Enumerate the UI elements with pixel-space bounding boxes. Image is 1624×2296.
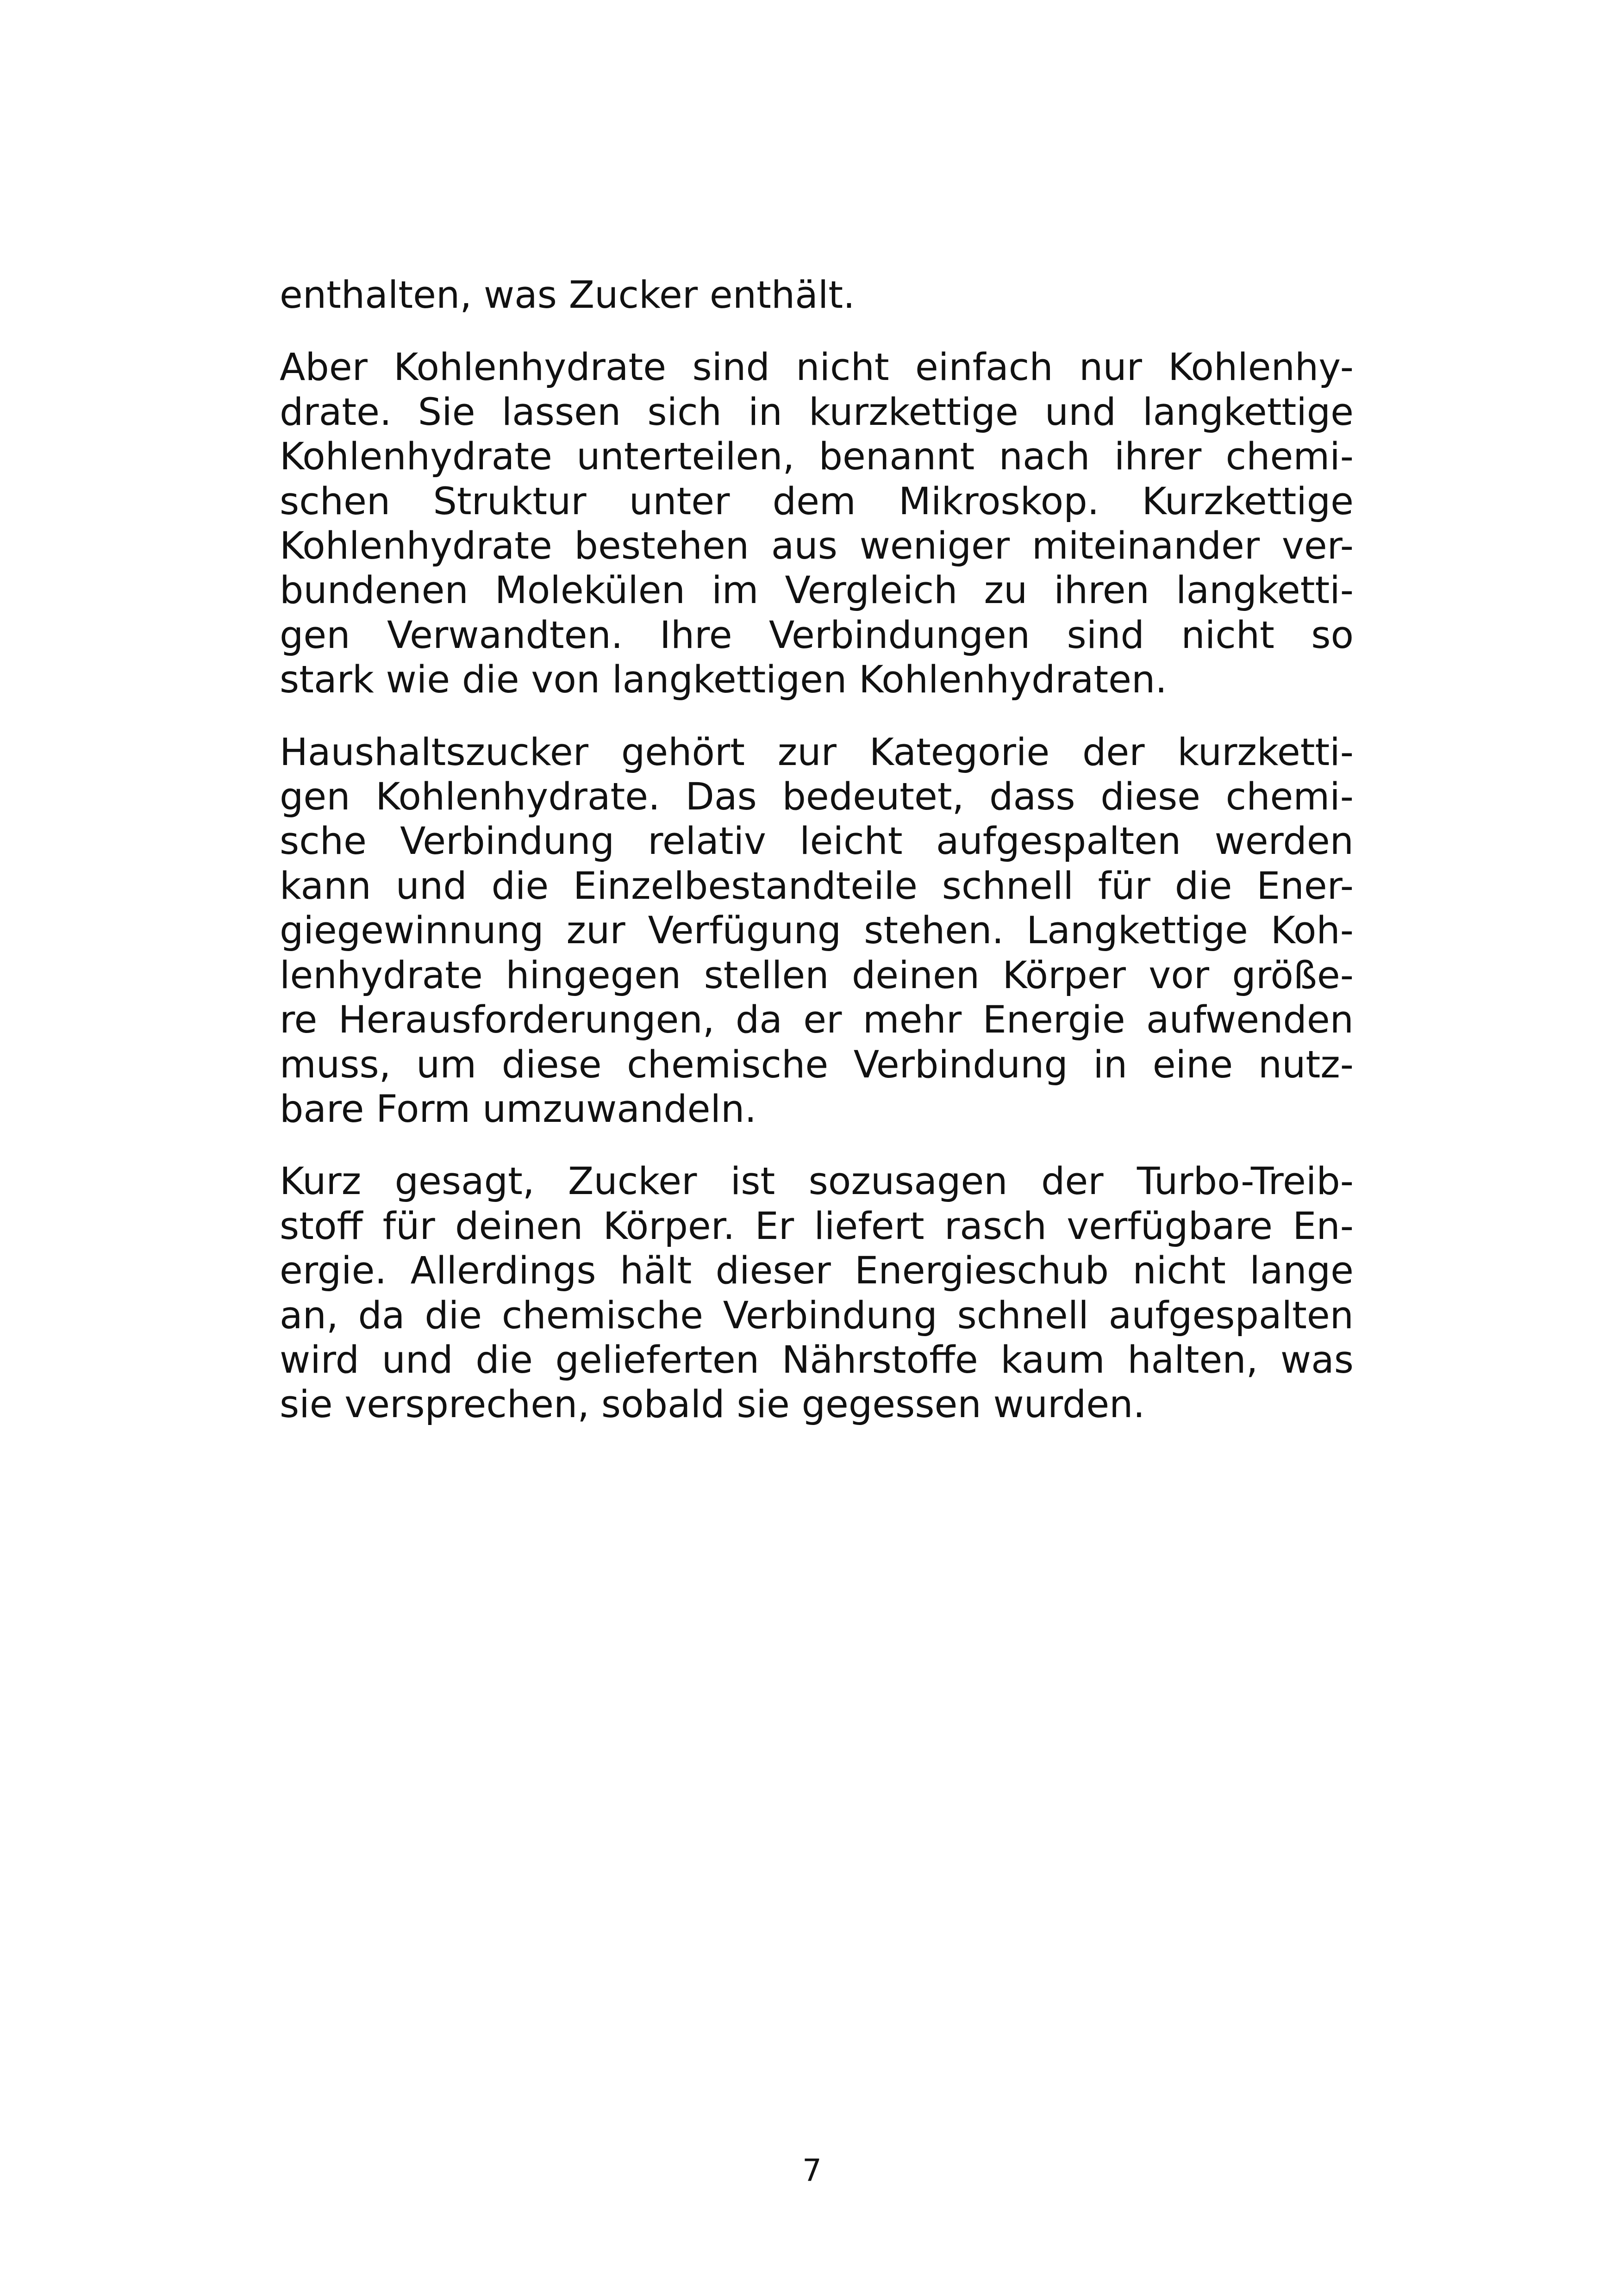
text-line: lenhydrate hingegen stellen deinen Körper vor größe- [280, 953, 1354, 997]
text-line: stark wie die von langkettigen Kohlenhydraten. [280, 658, 1168, 702]
text-line: re Herausforderungen, da er mehr Energie aufwenden [280, 998, 1354, 1042]
text-line: enthalten, was Zucker enthält. [280, 274, 855, 317]
paragraph-2 [280, 345, 1354, 702]
text-line: Kohlenhydrate unterteilen, benannt nach ihrer chemi- [280, 435, 1354, 479]
text-line: bundenen Molekülen im Vergleich zu ihren langketti- [280, 569, 1354, 613]
text-line: gen Kohlenhydrate. Das bedeutet, dass diese chemi- [280, 775, 1354, 819]
text-line: schen Struktur unter dem Mikroskop. Kurzkettige [280, 479, 1354, 523]
text-line: kann und die Einzelbestandteile schnell für die Ener- [280, 864, 1354, 908]
text-line: Kurz gesagt, Zucker ist sozusagen der Turbo-Treib- [280, 1160, 1354, 1204]
text-line: muss, um diese chemische Verbindung in eine nutz- [280, 1043, 1354, 1087]
paragraph-1 [280, 273, 1354, 317]
text-line: sie versprechen, sobald sie gegessen wurden. [280, 1383, 1145, 1427]
text-line: an, da die chemische Verbindung schnell aufgespalten [280, 1294, 1354, 1338]
text-line: Aber Kohlenhydrate sind nicht einfach nur Kohlenhy- [280, 346, 1354, 390]
text-line: Kohlenhydrate bestehen aus weniger miteinander ver- [280, 524, 1354, 568]
text-line: drate. Sie lassen sich in kurzkettige und langkettige [280, 390, 1354, 434]
text-line: giegewinnung zur Verfügung stehen. Langkettige Koh- [280, 909, 1354, 953]
page-number: 7 [802, 2153, 822, 2188]
text-line: Haushaltszucker gehört zur Kategorie der kurzketti- [280, 730, 1354, 774]
text-line: stoff für deinen Körper. Er liefert rasch verfügbare En- [280, 1204, 1354, 1248]
paragraph-3 [280, 730, 1354, 1132]
text-line: gen Verwandten. Ihre Verbindungen sind nicht so [280, 613, 1354, 657]
text-line: bare Form umzuwandeln. [280, 1087, 757, 1131]
text-line: wird und die gelieferten Nährstoffe kaum halten, was [280, 1338, 1354, 1382]
body-text [280, 273, 1354, 1455]
paragraph-4 [280, 1159, 1354, 1427]
text-line: sche Verbindung relativ leicht aufgespalten werden [280, 820, 1354, 864]
text-line: ergie. Allerdings hält dieser Energieschub nicht lange [280, 1249, 1354, 1293]
